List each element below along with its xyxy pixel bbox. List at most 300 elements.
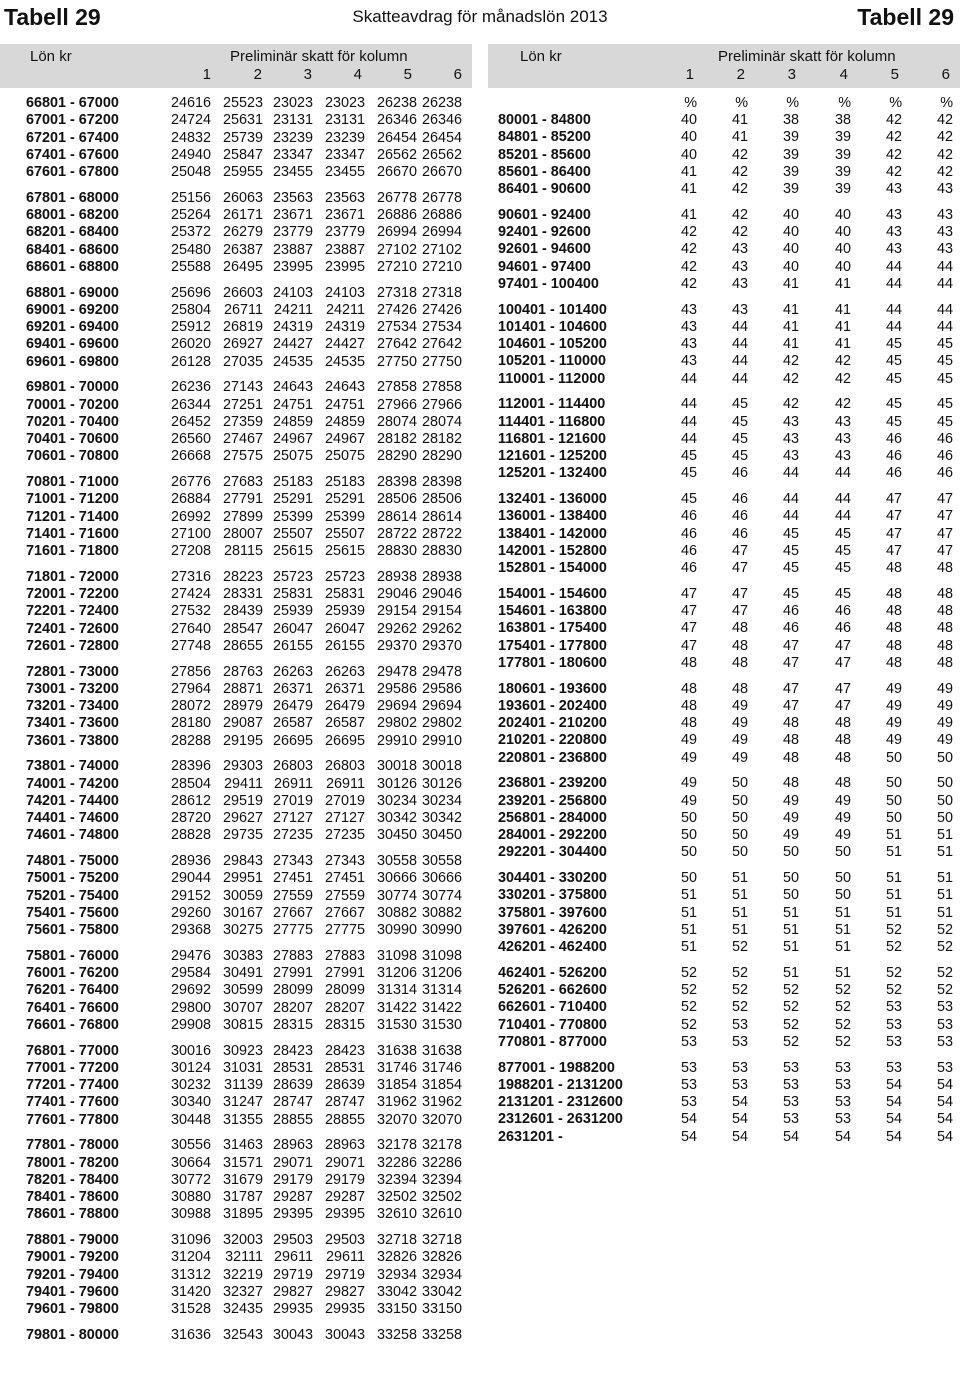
tax-value-cell: 27210: [421, 258, 462, 275]
left-col-number: 6: [453, 66, 462, 83]
tax-value-cell: 48: [680, 654, 697, 671]
tax-value-cell: 28207: [272, 999, 313, 1016]
tax-value-cell: 25048: [170, 164, 211, 180]
salary-range-cell: 256801 - 284000: [498, 809, 607, 826]
tax-value-cell: 24535: [272, 353, 313, 370]
tax-value-cell: 26346: [376, 112, 417, 129]
salary-range-cell: 97401 - 100400: [498, 275, 599, 292]
tax-value-cell: 48: [885, 654, 902, 671]
tax-value-cell: 26911: [274, 775, 313, 792]
tax-value-cell: 51: [936, 870, 953, 886]
tax-value-cell: 27251: [222, 396, 263, 413]
tax-value-cell: 51: [680, 939, 697, 955]
table-row: [498, 1017, 960, 1034]
right-col-number: 2: [736, 66, 745, 83]
tax-value-cell: 31530: [376, 1016, 417, 1033]
tax-value-cell: 25631: [222, 112, 263, 129]
tax-value-cell: 29951: [222, 870, 263, 887]
tax-value-cell: 41: [731, 112, 748, 128]
tax-value-cell: 45: [936, 353, 953, 370]
tax-value-cell: 24751: [272, 396, 313, 413]
tax-value-cell: 25183: [324, 474, 365, 490]
tax-value-cell: 23347: [324, 146, 365, 163]
salary-range-cell: 75601 - 75800: [26, 922, 119, 938]
tax-value-cell: 52: [936, 982, 953, 998]
tax-value-cell: 50: [680, 827, 697, 843]
table-row: [498, 491, 960, 508]
tax-value-cell: 31787: [222, 1189, 263, 1205]
tax-value-cell: 44: [936, 301, 953, 318]
tax-value-cell: 46: [936, 430, 953, 447]
tax-value-cell: 24967: [272, 431, 313, 447]
tax-value-cell: 30558: [376, 853, 417, 869]
tax-value-cell: 23239: [324, 129, 365, 146]
right-col-number: 4: [839, 66, 848, 83]
salary-range-cell: 92601 - 94600: [498, 241, 591, 258]
tax-value-cell: 28763: [222, 663, 263, 680]
tax-value-cell: 29303: [222, 758, 263, 775]
salary-range-cell: 70401 - 70600: [26, 431, 119, 447]
tax-value-cell: 45: [885, 336, 902, 352]
tax-value-cell: 44: [680, 370, 697, 387]
tax-value-cell: 41: [782, 336, 799, 352]
tax-value-cell: 27143: [222, 379, 263, 396]
tax-value-cell: 24103: [272, 284, 313, 301]
tax-value-cell: 29586: [421, 680, 462, 697]
tax-value-cell: 29476: [170, 947, 211, 964]
salary-range-cell: 193601 - 202400: [498, 697, 607, 714]
tax-value-cell: 42: [834, 370, 851, 387]
table-row: [26, 147, 466, 164]
tax-value-cell: 29843: [222, 853, 263, 869]
table-row: [26, 130, 466, 147]
tax-value-cell: 47: [680, 585, 697, 602]
tax-value-cell: 44: [834, 508, 851, 525]
tax-value-cell: 29800: [170, 999, 211, 1016]
tax-value-cell: 26992: [170, 508, 211, 525]
salary-range-cell: 75801 - 76000: [26, 947, 119, 964]
tax-value-cell: 46: [680, 560, 697, 576]
percent-unit-cell: %: [889, 95, 902, 111]
salary-range-cell: 70001 - 70200: [26, 396, 119, 413]
tax-value-cell: 38: [782, 112, 799, 128]
tax-value-cell: 31571: [222, 1154, 263, 1171]
tax-value-cell: 45: [885, 370, 902, 387]
tax-value-cell: 26047: [272, 620, 313, 637]
tax-value-cell: 51: [834, 921, 851, 938]
salary-range-cell: 69601 - 69800: [26, 353, 119, 370]
tax-value-cell: 54: [936, 1128, 953, 1145]
tax-value-cell: 53: [885, 1016, 902, 1033]
tax-value-cell: 23671: [272, 207, 313, 223]
tax-value-cell: 31530: [421, 1016, 462, 1033]
tax-value-cell: 26155: [324, 637, 365, 654]
tax-value-cell: 53: [782, 1076, 799, 1093]
table-row: [498, 224, 960, 241]
salary-range-cell: 67001 - 67200: [26, 112, 119, 129]
salary-range-cell: 67401 - 67600: [26, 146, 119, 163]
tax-value-cell: 23455: [272, 164, 313, 180]
tax-value-cell: 45: [782, 585, 799, 602]
salary-range-cell: 101401 - 104600: [498, 318, 607, 335]
right-col-label: Lön kr: [520, 48, 562, 65]
tax-value-cell: 31895: [222, 1206, 263, 1223]
table-row: [26, 965, 466, 982]
table-row: [498, 620, 960, 637]
tax-value-cell: 26668: [170, 448, 211, 465]
tax-value-cell: 54: [885, 1128, 902, 1145]
tax-value-cell: 51: [731, 921, 748, 938]
tax-value-cell: 27127: [324, 810, 365, 826]
tax-value-cell: 47: [731, 560, 748, 576]
tax-value-cell: 52: [834, 999, 851, 1016]
salary-range-cell: 68801 - 69000: [26, 284, 119, 301]
tax-value-cell: 27899: [222, 508, 263, 525]
tax-value-cell: 27424: [170, 586, 211, 602]
tax-value-cell: 28223: [222, 568, 263, 585]
tax-value-cell: 29694: [376, 698, 417, 714]
tax-value-cell: 47: [680, 603, 697, 619]
tax-value-cell: 27534: [376, 319, 417, 335]
tax-value-cell: 52: [834, 1016, 851, 1033]
tax-value-cell: 42: [782, 370, 799, 387]
tax-value-cell: 32826: [421, 1249, 462, 1266]
tax-value-cell: 30342: [376, 810, 417, 826]
tax-value-cell: 30491: [222, 965, 263, 981]
table-row: [26, 1267, 466, 1284]
tax-value-cell: 30016: [170, 1042, 211, 1059]
tax-value-cell: 33258: [376, 1326, 417, 1343]
tax-value-cell: 32718: [376, 1232, 417, 1248]
tax-value-cell: 50: [680, 870, 697, 886]
tax-value-cell: 49: [680, 775, 697, 792]
tax-value-cell: 47: [936, 508, 953, 525]
tax-value-cell: 28506: [421, 491, 462, 508]
tax-value-cell: 28115: [224, 543, 263, 559]
salary-range-cell: 77401 - 77600: [26, 1094, 119, 1111]
tax-value-cell: 48: [782, 732, 799, 749]
tax-value-cell: 48: [834, 732, 851, 749]
tax-value-cell: 30558: [421, 853, 462, 869]
table-row: [498, 603, 960, 620]
tax-value-cell: 30882: [421, 904, 462, 921]
table-row: [498, 147, 960, 164]
salary-range-cell: 426201 - 462400: [498, 939, 607, 955]
left-col-number: 5: [403, 66, 412, 83]
tax-value-cell: 44: [885, 301, 902, 318]
tax-value-cell: 47: [885, 525, 902, 542]
table-row: [26, 1077, 466, 1094]
table-row: [498, 965, 960, 982]
tax-value-cell: 24211: [274, 301, 313, 318]
tax-value-cell: 28423: [324, 1042, 365, 1059]
tax-value-cell: 50: [731, 809, 748, 826]
tax-value-cell: 27858: [421, 379, 462, 396]
tax-value-cell: 28288: [170, 732, 211, 749]
tax-value-cell: 42: [680, 224, 697, 240]
tax-value-cell: 31098: [376, 947, 417, 964]
tax-value-cell: 43: [885, 206, 902, 223]
salary-range-cell: 177801 - 180600: [498, 654, 607, 671]
tax-value-cell: 27534: [421, 319, 462, 335]
tax-value-cell: 28614: [376, 508, 417, 525]
tax-value-cell: 54: [885, 1111, 902, 1128]
tax-value-cell: 47: [782, 680, 799, 697]
tax-value-cell: 26263: [272, 663, 313, 680]
tax-value-cell: 30774: [421, 887, 462, 904]
salary-range-cell: 76601 - 76800: [26, 1016, 119, 1033]
tax-value-cell: 27991: [324, 965, 365, 981]
tax-value-cell: 28315: [324, 1016, 365, 1033]
tax-value-cell: 31528: [170, 1301, 211, 1317]
tax-value-cell: 24967: [324, 431, 365, 447]
tax-value-cell: 52: [680, 982, 697, 998]
tax-value-cell: 23239: [272, 129, 313, 146]
tax-value-cell: 53: [782, 1094, 799, 1110]
tax-value-cell: 47: [731, 542, 748, 559]
tax-value-cell: 44: [731, 370, 748, 387]
table-row: [498, 465, 960, 482]
tax-value-cell: 33150: [421, 1301, 462, 1317]
tax-value-cell: 28072: [170, 698, 211, 714]
table-row: [26, 224, 466, 241]
salary-range-cell: 132401 - 136000: [498, 491, 607, 507]
tax-value-cell: 26479: [272, 698, 313, 714]
salary-range-cell: 71401 - 71600: [26, 525, 119, 542]
tax-value-cell: 27426: [376, 301, 417, 318]
salary-range-cell: 85201 - 85600: [498, 146, 591, 163]
table-row: [26, 733, 466, 750]
tax-value-cell: 24616: [170, 95, 211, 111]
left-table-body: [26, 95, 466, 1344]
salary-range-cell: 202401 - 210200: [498, 715, 607, 731]
tax-value-cell: 44: [885, 275, 902, 292]
table-row: [26, 1284, 466, 1301]
tax-value-cell: 54: [936, 1094, 953, 1110]
tax-value-cell: 53: [834, 1076, 851, 1093]
tax-value-cell: 43: [680, 318, 697, 335]
salary-range-cell: 136001 - 138400: [498, 508, 607, 525]
tax-value-cell: 32435: [222, 1301, 263, 1317]
tax-value-cell: 47: [834, 637, 851, 654]
tax-value-cell: 25615: [272, 543, 313, 559]
percent-unit-cell: %: [786, 95, 799, 111]
tax-value-cell: 24832: [170, 129, 211, 146]
table-row: [26, 190, 466, 207]
tax-value-cell: 26603: [222, 284, 263, 301]
tax-value-cell: 27210: [376, 258, 417, 275]
tax-value-cell: 31098: [421, 947, 462, 964]
table-row: [26, 793, 466, 810]
salary-range-cell: 70601 - 70800: [26, 448, 119, 465]
tax-value-cell: 41: [834, 275, 851, 292]
tax-value-cell: 26776: [170, 474, 211, 490]
tax-value-cell: 26803: [324, 758, 365, 775]
table-row: [498, 638, 960, 655]
tax-value-cell: 26344: [170, 396, 211, 413]
tax-value-cell: 54: [680, 1111, 697, 1128]
salary-range-cell: 73401 - 73600: [26, 715, 119, 732]
salary-range-cell: 78201 - 78400: [26, 1171, 119, 1188]
table-row: [26, 164, 466, 181]
tax-value-cell: 28655: [222, 637, 263, 654]
tax-value-cell: 42: [731, 206, 748, 223]
tax-value-cell: 27235: [272, 827, 313, 844]
tax-value-cell: 31962: [421, 1094, 462, 1111]
tax-value-cell: 26562: [421, 146, 462, 163]
tax-value-cell: 42: [731, 181, 748, 197]
tax-value-cell: 47: [936, 542, 953, 559]
tax-value-cell: 28290: [421, 448, 462, 465]
salary-range-cell: 78801 - 79000: [26, 1232, 119, 1248]
tax-value-cell: 28182: [376, 431, 417, 447]
salary-range-cell: 110001 - 112000: [498, 370, 606, 387]
tax-value-cell: 51: [834, 964, 851, 981]
tax-value-cell: 23995: [324, 258, 365, 275]
table-row: [26, 715, 466, 732]
tax-value-cell: 42: [885, 129, 902, 146]
table-row: [26, 414, 466, 431]
salary-range-cell: 236801 - 239200: [498, 775, 607, 792]
table-row: [498, 431, 960, 448]
tax-value-cell: 46: [936, 465, 953, 482]
tax-value-cell: 25372: [170, 224, 211, 241]
table-row: [26, 354, 466, 371]
tax-value-cell: 25480: [170, 241, 211, 258]
tax-value-cell: 50: [936, 775, 953, 792]
tax-value-cell: 23779: [272, 224, 313, 241]
tax-value-cell: 26479: [324, 698, 365, 714]
tax-value-cell: 26819: [222, 319, 263, 335]
salary-range-cell: 710401 - 770800: [498, 1016, 607, 1033]
tax-value-cell: 28828: [170, 827, 211, 844]
tax-value-cell: 25507: [272, 525, 313, 542]
tax-value-cell: 47: [885, 542, 902, 559]
tax-value-cell: 29087: [222, 715, 263, 732]
tax-value-cell: 46: [782, 603, 799, 619]
tax-value-cell: 27467: [222, 431, 263, 447]
tax-value-cell: 25399: [324, 508, 365, 525]
tax-value-cell: 27883: [324, 947, 365, 964]
table-row: [498, 715, 960, 732]
tax-value-cell: 26063: [222, 189, 263, 206]
tax-value-cell: 29692: [170, 982, 211, 999]
tax-value-cell: 26562: [376, 146, 417, 163]
tax-value-cell: 52: [731, 982, 748, 998]
table-row: [26, 905, 466, 922]
tax-value-cell: 48: [782, 749, 799, 766]
salary-range-cell: 125201 - 132400: [498, 465, 607, 482]
tax-value-cell: 23131: [324, 112, 365, 129]
tax-value-cell: 23131: [272, 112, 313, 129]
tax-value-cell: 28074: [421, 413, 462, 430]
tax-value-cell: 29071: [272, 1154, 313, 1171]
tax-value-cell: 23023: [324, 95, 365, 111]
salary-range-cell: 68201 - 68400: [26, 224, 119, 241]
tax-value-cell: 30988: [170, 1206, 211, 1223]
tax-value-cell: 26884: [170, 491, 211, 508]
tax-value-cell: 44: [782, 508, 799, 525]
tax-value-cell: 53: [731, 1076, 748, 1093]
table-row: [498, 698, 960, 715]
tax-value-cell: 26263: [324, 663, 365, 680]
tax-value-cell: 43: [782, 448, 799, 464]
table-row: [498, 1129, 960, 1146]
tax-value-cell: 24427: [272, 336, 313, 353]
tax-value-cell: 54: [731, 1111, 748, 1128]
tax-value-cell: 50: [731, 827, 748, 843]
tax-value-cell: 26171: [222, 207, 263, 223]
tax-value-cell: 52: [731, 999, 748, 1016]
percent-unit-cell: %: [735, 95, 748, 111]
salary-range-cell: 68601 - 68800: [26, 258, 119, 275]
tax-value-cell: 27642: [421, 336, 462, 353]
tax-value-cell: 46: [680, 508, 697, 525]
tax-value-cell: 51: [936, 904, 953, 921]
tax-value-cell: 27426: [421, 301, 462, 318]
tax-value-cell: 43: [782, 413, 799, 430]
tax-value-cell: 25696: [170, 284, 211, 301]
salary-range-cell: 79201 - 79400: [26, 1266, 119, 1283]
tax-value-cell: 29627: [222, 810, 263, 826]
salary-range-cell: 526201 - 662600: [498, 982, 607, 998]
tax-value-cell: 23779: [324, 224, 365, 241]
tax-value-cell: 48: [885, 603, 902, 619]
table-row: [26, 870, 466, 887]
table-row: [498, 371, 960, 388]
tax-value-cell: 39: [834, 146, 851, 163]
tax-value-cell: 42: [885, 146, 902, 163]
salary-range-cell: 72601 - 72800: [26, 637, 119, 654]
tax-value-cell: 48: [936, 585, 953, 602]
tax-value-cell: 31420: [170, 1283, 211, 1300]
tax-value-cell: 32394: [376, 1171, 417, 1188]
table-row: [26, 698, 466, 715]
tax-value-cell: 46: [680, 525, 697, 542]
tax-value-cell: 23455: [324, 164, 365, 180]
tax-value-cell: 27100: [170, 525, 211, 542]
salary-range-cell: 2312601 - 2631200: [498, 1111, 623, 1128]
tax-value-cell: 28290: [376, 448, 417, 465]
right-percent-row: [498, 95, 960, 112]
tax-value-cell: 27102: [376, 241, 417, 258]
salary-range-cell: 175401 - 177800: [498, 637, 607, 654]
tax-value-cell: 30774: [376, 887, 417, 904]
salary-range-cell: 90601 - 92400: [498, 206, 591, 223]
tax-value-cell: 29827: [272, 1283, 313, 1300]
salary-range-cell: 284001 - 292200: [498, 827, 607, 843]
right-col-number: 3: [787, 66, 796, 83]
tax-value-cell: 51: [782, 939, 799, 955]
tax-value-cell: 51: [782, 964, 799, 981]
table-row: [26, 302, 466, 319]
right-col-number: 1: [685, 66, 694, 83]
tax-value-cell: 26236: [170, 379, 211, 396]
tax-value-cell: 28331: [222, 586, 263, 602]
tax-value-cell: 53: [782, 1111, 799, 1128]
tax-value-cell: 49: [782, 809, 799, 826]
tax-value-cell: 49: [936, 680, 953, 697]
tax-value-cell: 30018: [376, 758, 417, 775]
tax-value-cell: 30772: [170, 1171, 211, 1188]
tax-value-cell: 53: [936, 1033, 953, 1050]
tax-value-cell: 53: [680, 1094, 697, 1110]
tax-value-cell: 23887: [272, 241, 313, 258]
tax-value-cell: 32502: [376, 1189, 417, 1205]
table-row: [26, 1155, 466, 1172]
tax-value-cell: 54: [680, 1128, 697, 1145]
tax-value-cell: 43: [680, 336, 697, 352]
